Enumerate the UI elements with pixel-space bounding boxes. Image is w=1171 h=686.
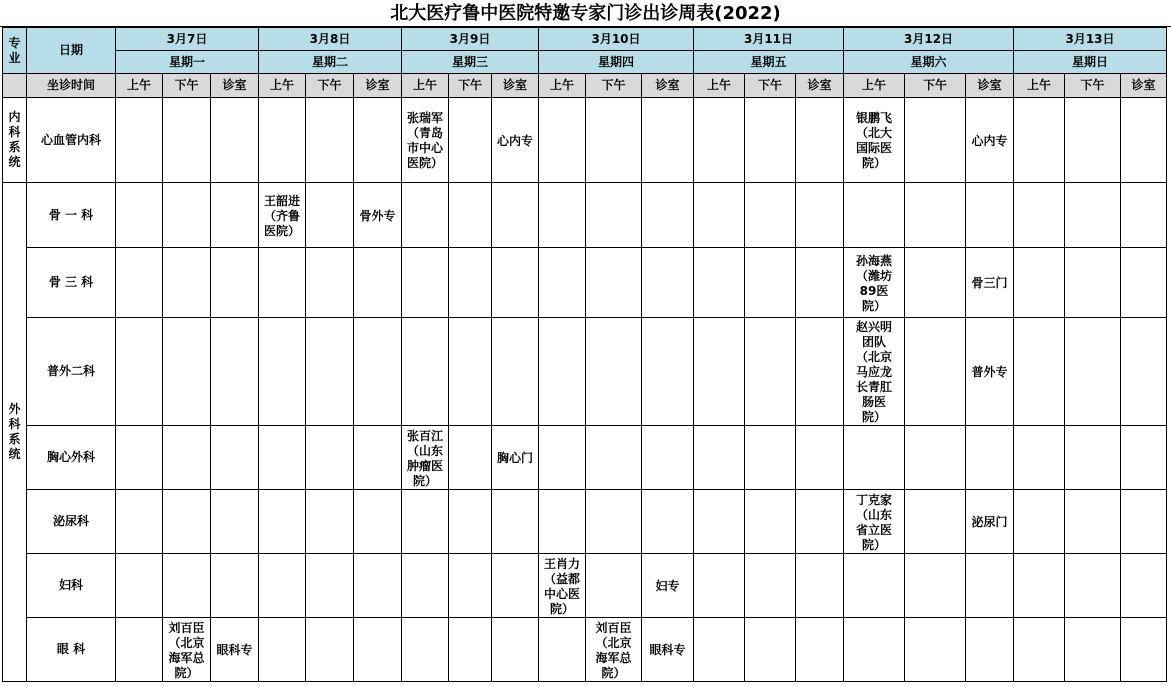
afternoon-cell	[905, 248, 966, 318]
room-cell	[966, 426, 1014, 490]
afternoon-cell	[905, 426, 966, 490]
morning-cell	[539, 98, 586, 183]
afternoon-cell	[905, 318, 966, 426]
morning-cell	[1014, 426, 1065, 490]
afternoon-cell: 刘百臣 （北京 海军总 院）	[586, 618, 642, 682]
afternoon-cell	[905, 183, 966, 248]
morning-cell	[539, 490, 586, 554]
room-cell	[211, 248, 259, 318]
specialty-blank	[3, 74, 27, 98]
room-cell	[492, 490, 539, 554]
room-cell	[211, 98, 259, 183]
day-weekday: 星期四	[539, 51, 694, 74]
afternoon-cell	[306, 183, 354, 248]
morning-cell	[844, 618, 905, 682]
day-weekday: 星期五	[694, 51, 844, 74]
dept-row	[3, 554, 1167, 618]
room-cell: 眼科专	[211, 618, 259, 682]
room-cell	[1121, 98, 1167, 183]
afternoon-cell	[745, 248, 796, 318]
afternoon-cell	[449, 98, 492, 183]
afternoon-cell	[745, 426, 796, 490]
morning-cell	[539, 618, 586, 682]
afternoon-cell	[1065, 248, 1121, 318]
room-cell	[354, 554, 402, 618]
dept-name: 骨 一 科	[27, 183, 116, 248]
dept-row	[3, 248, 1167, 318]
morning-cell: 孙海燕 （潍坊 89医 院）	[844, 248, 905, 318]
morning-label: 上午	[694, 74, 745, 98]
afternoon-cell	[163, 318, 211, 426]
morning-cell	[694, 490, 745, 554]
time-label: 坐诊时间	[27, 74, 116, 98]
morning-cell	[694, 248, 745, 318]
day-weekday: 星期六	[844, 51, 1014, 74]
afternoon-cell	[306, 554, 354, 618]
dept-row	[3, 183, 1167, 248]
morning-cell	[402, 554, 449, 618]
room-cell	[354, 490, 402, 554]
weekday-header-row	[3, 51, 1167, 74]
dept-row	[3, 318, 1167, 426]
morning-label: 上午	[259, 74, 306, 98]
afternoon-cell	[745, 318, 796, 426]
room-cell	[354, 98, 402, 183]
afternoon-cell	[1065, 618, 1121, 682]
morning-cell	[539, 183, 586, 248]
morning-cell	[844, 426, 905, 490]
morning-cell	[694, 98, 745, 183]
afternoon-label: 下午	[1065, 74, 1121, 98]
morning-cell	[116, 183, 163, 248]
schedule-body	[3, 28, 1167, 682]
afternoon-cell	[905, 618, 966, 682]
morning-cell	[1014, 248, 1065, 318]
room-cell	[796, 318, 844, 426]
morning-cell	[259, 248, 306, 318]
morning-cell	[402, 318, 449, 426]
dept-row	[3, 98, 1167, 183]
morning-cell	[694, 618, 745, 682]
morning-cell	[844, 183, 905, 248]
afternoon-label: 下午	[449, 74, 492, 98]
day-date: 3月9日	[402, 28, 539, 51]
morning-cell	[402, 490, 449, 554]
morning-cell	[694, 426, 745, 490]
afternoon-cell	[449, 183, 492, 248]
room-cell	[796, 618, 844, 682]
afternoon-cell	[1065, 554, 1121, 618]
morning-cell	[116, 318, 163, 426]
morning-cell: 张百江 （山东 肿瘤医 院）	[402, 426, 449, 490]
morning-cell	[116, 248, 163, 318]
room-cell	[796, 248, 844, 318]
afternoon-label: 下午	[905, 74, 966, 98]
day-weekday: 星期三	[402, 51, 539, 74]
afternoon-cell	[163, 183, 211, 248]
morning-cell: 银鹏飞 （北大 国际医 院）	[844, 98, 905, 183]
surgical-system-label: 外 科 系 统	[3, 183, 27, 682]
room-cell	[211, 318, 259, 426]
morning-cell: 张瑞军 （青岛 市中心 医院）	[402, 98, 449, 183]
room-cell	[211, 490, 259, 554]
room-cell: 心内专	[492, 98, 539, 183]
room-cell	[354, 318, 402, 426]
morning-cell	[539, 248, 586, 318]
morning-cell	[694, 183, 745, 248]
room-label: 诊室	[354, 74, 402, 98]
afternoon-cell	[586, 183, 642, 248]
afternoon-cell	[306, 490, 354, 554]
morning-cell	[1014, 98, 1065, 183]
day-weekday: 星期一	[116, 51, 259, 74]
morning-label: 上午	[1014, 74, 1065, 98]
room-cell	[1121, 183, 1167, 248]
day-date: 3月11日	[694, 28, 844, 51]
room-cell	[354, 248, 402, 318]
room-cell	[796, 554, 844, 618]
morning-cell: 丁克家 （山东 省立医 院）	[844, 490, 905, 554]
afternoon-label: 下午	[163, 74, 211, 98]
day-date: 3月7日	[116, 28, 259, 51]
afternoon-cell	[163, 98, 211, 183]
morning-cell	[694, 318, 745, 426]
specialty-header: 专 业	[3, 28, 27, 74]
room-cell	[492, 183, 539, 248]
room-cell	[1121, 426, 1167, 490]
internal-system-label: 内 科 系 统	[3, 98, 27, 183]
room-cell	[354, 426, 402, 490]
room-cell	[211, 554, 259, 618]
morning-label: 上午	[844, 74, 905, 98]
dept-name: 妇科	[27, 554, 116, 618]
room-cell	[211, 183, 259, 248]
morning-cell	[1014, 554, 1065, 618]
room-cell	[796, 183, 844, 248]
afternoon-cell	[306, 98, 354, 183]
room-cell	[966, 618, 1014, 682]
room-cell	[796, 426, 844, 490]
room-cell	[642, 248, 694, 318]
morning-cell	[1014, 618, 1065, 682]
room-cell: 妇专	[642, 554, 694, 618]
morning-cell: 王肖力 （益都 中心医 院）	[539, 554, 586, 618]
room-cell: 骨外专	[354, 183, 402, 248]
morning-cell	[402, 183, 449, 248]
room-cell	[492, 618, 539, 682]
afternoon-cell	[905, 490, 966, 554]
afternoon-cell	[163, 248, 211, 318]
room-cell: 普外专	[966, 318, 1014, 426]
day-date: 3月8日	[259, 28, 402, 51]
morning-cell	[259, 318, 306, 426]
afternoon-cell	[745, 554, 796, 618]
afternoon-cell: 刘百臣 （北京 海军总 院）	[163, 618, 211, 682]
day-date: 3月10日	[539, 28, 694, 51]
morning-cell	[259, 490, 306, 554]
room-cell: 眼科专	[642, 618, 694, 682]
dept-row	[3, 490, 1167, 554]
room-cell	[642, 183, 694, 248]
afternoon-cell	[306, 248, 354, 318]
room-label: 诊室	[1121, 74, 1167, 98]
morning-label: 上午	[116, 74, 163, 98]
room-cell	[1121, 554, 1167, 618]
room-cell	[966, 554, 1014, 618]
afternoon-cell	[1065, 183, 1121, 248]
morning-cell	[116, 490, 163, 554]
room-label: 诊室	[796, 74, 844, 98]
date-label: 日期	[27, 28, 116, 74]
dept-row	[3, 618, 1167, 682]
afternoon-cell	[449, 426, 492, 490]
afternoon-cell	[163, 426, 211, 490]
morning-cell	[116, 426, 163, 490]
afternoon-cell	[1065, 490, 1121, 554]
room-label: 诊室	[492, 74, 539, 98]
morning-cell	[259, 554, 306, 618]
morning-cell	[402, 618, 449, 682]
room-label: 诊室	[642, 74, 694, 98]
afternoon-cell	[1065, 318, 1121, 426]
dept-name: 普外二科	[27, 318, 116, 426]
room-cell	[966, 183, 1014, 248]
day-weekday: 星期日	[1014, 51, 1167, 74]
room-cell: 泌尿门	[966, 490, 1014, 554]
morning-cell	[694, 554, 745, 618]
room-label: 诊室	[966, 74, 1014, 98]
afternoon-cell	[306, 618, 354, 682]
afternoon-cell	[449, 318, 492, 426]
room-cell: 胸心门	[492, 426, 539, 490]
morning-cell: 赵兴明 团队 （北京 马应龙 长青肛 肠医 院）	[844, 318, 905, 426]
morning-cell	[1014, 183, 1065, 248]
afternoon-cell	[449, 618, 492, 682]
afternoon-cell	[449, 554, 492, 618]
afternoon-cell	[586, 318, 642, 426]
morning-cell	[539, 426, 586, 490]
dept-name: 胸心外科	[27, 426, 116, 490]
room-cell	[492, 318, 539, 426]
morning-cell	[1014, 490, 1065, 554]
morning-cell	[402, 248, 449, 318]
dept-row	[3, 426, 1167, 490]
room-cell	[1121, 490, 1167, 554]
dept-name: 泌尿科	[27, 490, 116, 554]
afternoon-cell	[745, 98, 796, 183]
room-cell	[492, 554, 539, 618]
room-cell	[1121, 618, 1167, 682]
afternoon-cell	[1065, 98, 1121, 183]
room-cell	[796, 98, 844, 183]
morning-cell	[116, 554, 163, 618]
afternoon-cell	[449, 248, 492, 318]
afternoon-cell	[905, 554, 966, 618]
room-cell	[642, 426, 694, 490]
morning-cell	[116, 98, 163, 183]
page-title: 北大医疗鲁中医院特邀专家门诊出诊周表(2022)	[0, 0, 1171, 27]
room-label: 诊室	[211, 74, 259, 98]
room-cell	[796, 490, 844, 554]
afternoon-cell	[586, 426, 642, 490]
afternoon-cell	[586, 554, 642, 618]
morning-cell	[259, 618, 306, 682]
room-cell	[1121, 248, 1167, 318]
morning-cell	[539, 318, 586, 426]
morning-cell	[844, 554, 905, 618]
afternoon-cell	[1065, 426, 1121, 490]
afternoon-label: 下午	[306, 74, 354, 98]
dept-name: 眼 科	[27, 618, 116, 682]
morning-cell	[259, 426, 306, 490]
morning-cell: 王韶进 （齐鲁 医院）	[259, 183, 306, 248]
afternoon-cell	[306, 318, 354, 426]
room-cell: 心内专	[966, 98, 1014, 183]
room-cell	[492, 248, 539, 318]
morning-cell	[259, 98, 306, 183]
afternoon-cell	[306, 426, 354, 490]
afternoon-cell	[586, 248, 642, 318]
afternoon-cell	[586, 490, 642, 554]
afternoon-label: 下午	[586, 74, 642, 98]
afternoon-cell	[905, 98, 966, 183]
schedule-table	[2, 27, 1167, 682]
morning-cell	[116, 618, 163, 682]
afternoon-label: 下午	[745, 74, 796, 98]
afternoon-cell	[745, 183, 796, 248]
dept-name: 心血管内科	[27, 98, 116, 183]
day-date: 3月13日	[1014, 28, 1167, 51]
afternoon-cell	[163, 490, 211, 554]
afternoon-cell	[745, 618, 796, 682]
room-cell	[354, 618, 402, 682]
afternoon-cell	[163, 554, 211, 618]
dept-name: 骨 三 科	[27, 248, 116, 318]
day-date: 3月12日	[844, 28, 1014, 51]
afternoon-cell	[586, 98, 642, 183]
morning-label: 上午	[539, 74, 586, 98]
room-cell	[642, 98, 694, 183]
morning-label: 上午	[402, 74, 449, 98]
afternoon-cell	[449, 490, 492, 554]
day-weekday: 星期二	[259, 51, 402, 74]
afternoon-cell	[745, 490, 796, 554]
room-cell	[211, 426, 259, 490]
morning-cell	[1014, 318, 1065, 426]
room-cell	[642, 490, 694, 554]
room-cell: 骨三门	[966, 248, 1014, 318]
session-header-row	[3, 74, 1167, 98]
room-cell	[642, 318, 694, 426]
date-header-row	[3, 28, 1167, 51]
room-cell	[1121, 318, 1167, 426]
